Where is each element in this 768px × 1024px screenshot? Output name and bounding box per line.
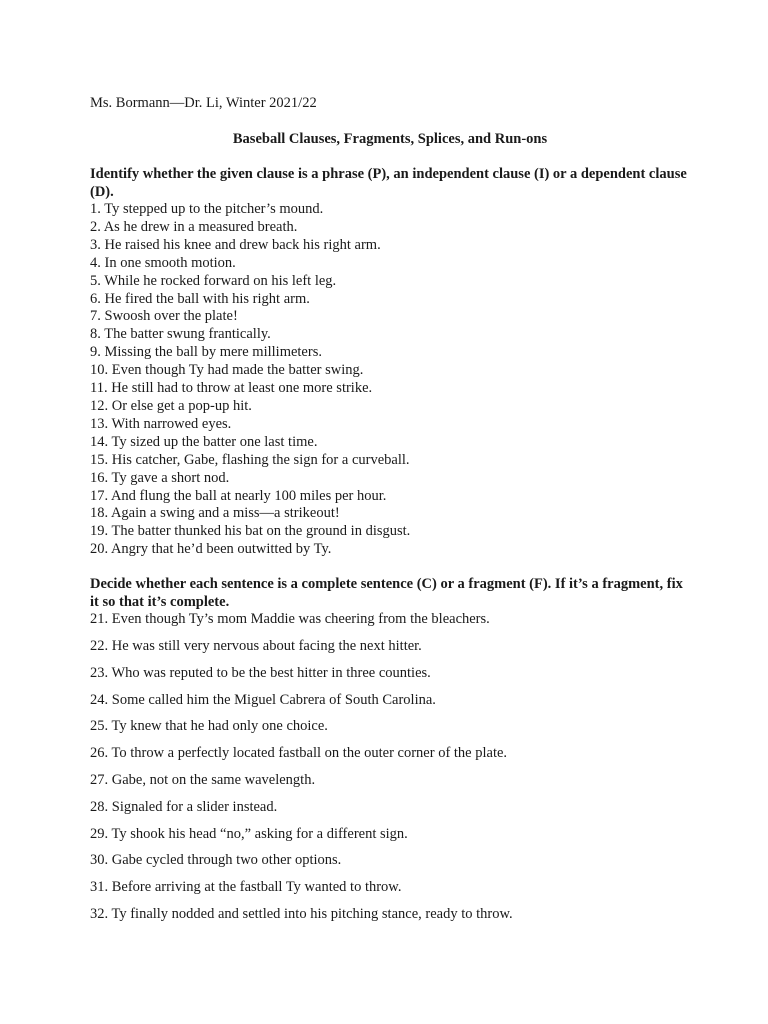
worksheet-title: Baseball Clauses, Fragments, Splices, and Run-ons xyxy=(232,131,548,147)
list-item: 7. Swoosh over the plate! xyxy=(90,308,238,325)
list-item: 9. Missing the ball by mere millimeters. xyxy=(90,344,322,361)
list-item: 19. The batter thunked his bat on the ground in disgust. xyxy=(90,523,411,540)
list-item: 15. His catcher, Gabe, flashing the sign for a curveball. xyxy=(90,451,410,468)
list-item: 13. With narrowed eyes. xyxy=(90,415,232,432)
list-item: 32. Ty finally nodded and settled into his pitching stance, ready to throw. xyxy=(90,905,513,922)
list-item: 1. Ty stepped up to the pitcher’s mound. xyxy=(90,201,324,217)
list-item: 22. He was still very nervous about facing the next hitter. xyxy=(90,637,422,654)
list-item: 16. Ty gave a short nod. xyxy=(90,469,230,486)
list-item: 18. Again a swing and a miss—a strikeout! xyxy=(90,505,340,522)
section1-instructions: Identify whether the given clause is a phrase (P), an independent clause (I) or a dependent clause (D). xyxy=(90,166,687,200)
list-item: 31. Before arriving at the fastball Ty wanted to throw. xyxy=(90,879,402,896)
list-item: 8. The batter swung frantically. xyxy=(90,326,271,343)
list-item: 29. Ty shook his head “no,” asking for a different sign. xyxy=(90,825,408,842)
list-item: 28. Signaled for a slider instead. xyxy=(90,798,278,815)
list-item: 30. Gabe cycled through two other options. xyxy=(90,852,342,869)
list-item: 14. Ty sized up the batter one last time. xyxy=(90,433,318,450)
list-item: 4. In one smooth motion. xyxy=(90,254,236,271)
worksheet-page xyxy=(90,94,690,933)
list-item: 25. Ty knew that he had only one choice. xyxy=(90,718,328,735)
list-item: 26. To throw a perfectly located fastball on the outer corner of the plate. xyxy=(90,745,508,762)
list-item: 27. Gabe, not on the same wavelength. xyxy=(90,771,316,788)
list-item: 3. He raised his knee and drew back his right arm. xyxy=(90,236,381,253)
list-item: 2. As he drew in a measured breath. xyxy=(90,218,298,235)
list-item: 24. Some called him the Miguel Cabrera of South Carolina. xyxy=(90,691,436,708)
list-item: 20. Angry that he’d been outwitted by Ty. xyxy=(90,541,332,558)
section1-list xyxy=(90,201,690,559)
list-item: 5. While he rocked forward on his left leg. xyxy=(90,272,337,289)
list-item: 23. Who was reputed to be the best hitter in three counties. xyxy=(90,664,431,681)
section2-instructions: Decide whether each sentence is a complete sentence (C) or a fragment (F). If it’s a fragment, fix it so that it’s complete. xyxy=(90,576,683,610)
teacher-term-line: Ms. Bormann—Dr. Li, Winter 2021/22 xyxy=(90,95,317,111)
section2-list xyxy=(90,611,690,933)
list-item: 21. Even though Ty’s mom Maddie was cheering from the bleachers. xyxy=(90,611,490,628)
list-item: 12. Or else get a pop-up hit. xyxy=(90,397,252,414)
list-item: 11. He still had to throw at least one more strike. xyxy=(90,380,373,397)
list-item: 10. Even though Ty had made the batter swing. xyxy=(90,362,364,379)
list-item: 17. And flung the ball at nearly 100 miles per hour. xyxy=(90,487,387,504)
list-item: 6. He fired the ball with his right arm. xyxy=(90,290,310,307)
